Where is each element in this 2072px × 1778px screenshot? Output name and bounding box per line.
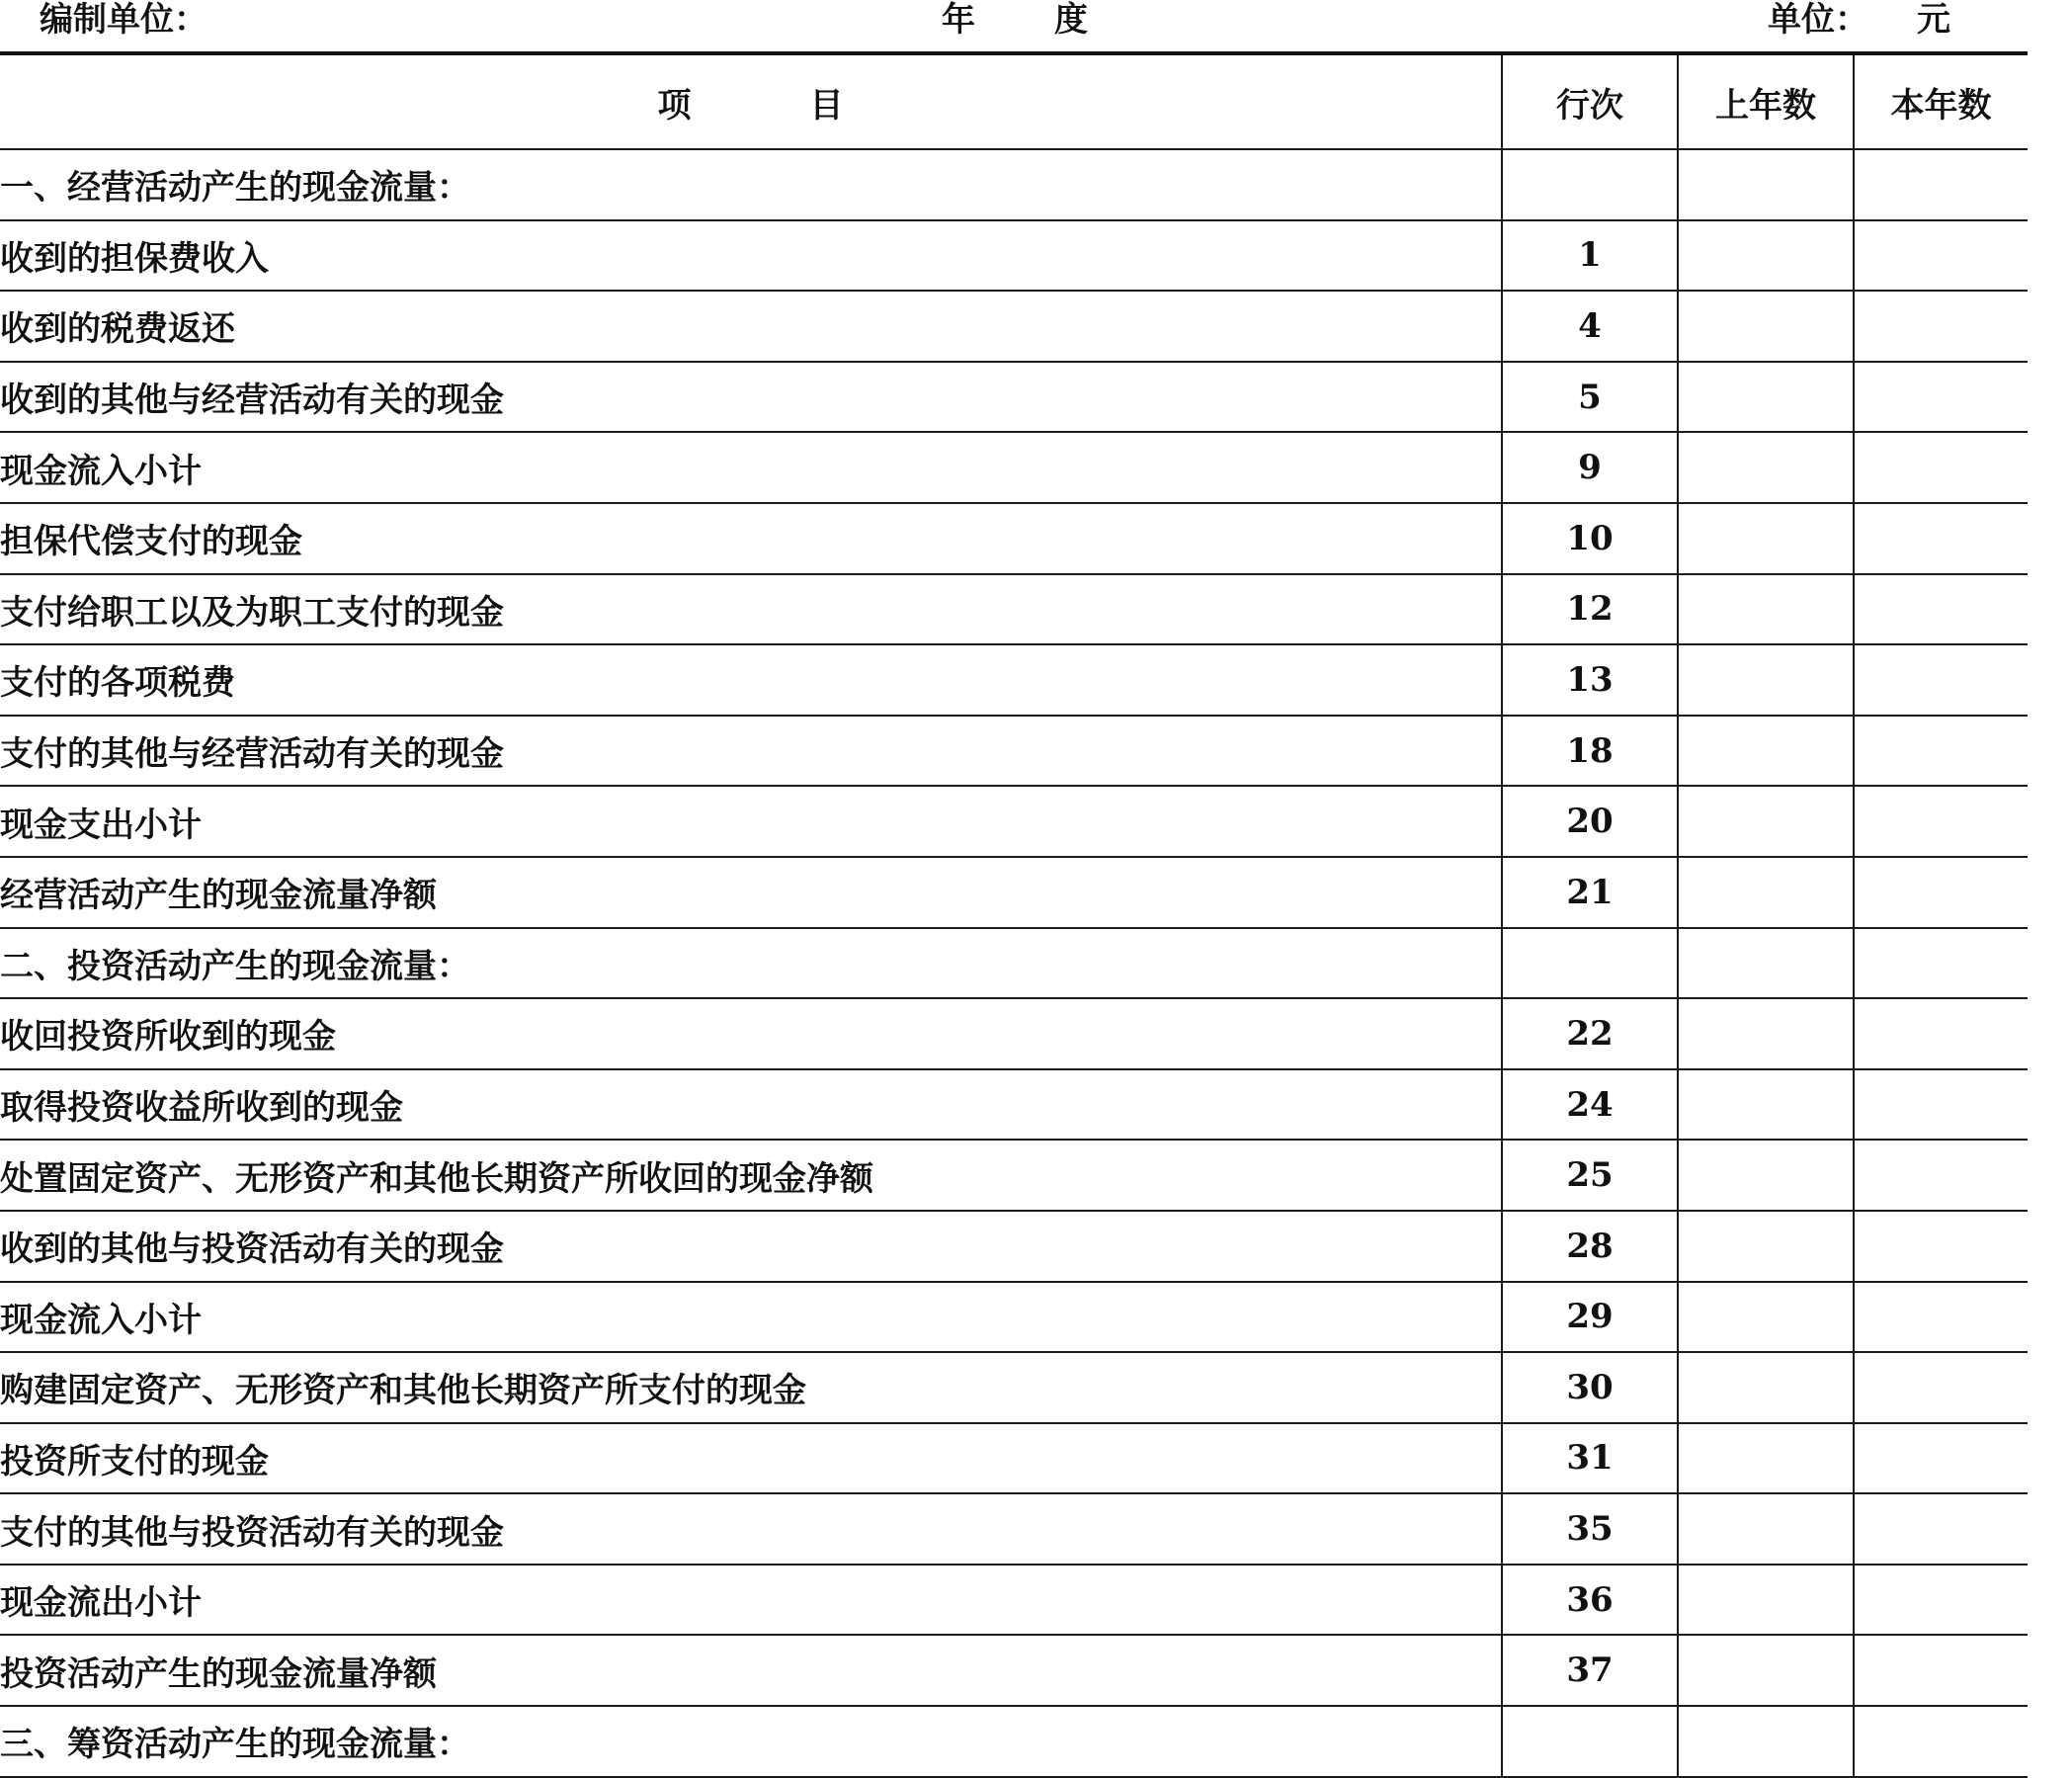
row-current-year-amount[interactable] xyxy=(1854,786,2028,857)
row-prior-year-amount[interactable] xyxy=(1678,1069,1854,1141)
row-item-label: 现金流入小计 xyxy=(0,1282,1502,1353)
table-row xyxy=(0,1282,2028,1353)
row-line-number: 21 xyxy=(1502,857,1678,928)
row-current-year-amount[interactable] xyxy=(1854,1140,2028,1211)
row-line-number: 18 xyxy=(1502,716,1678,787)
row-line-number: 36 xyxy=(1502,1565,1678,1636)
row-prior-year-amount[interactable] xyxy=(1678,928,1854,999)
row-prior-year-amount[interactable] xyxy=(1678,1352,1854,1423)
row-line-number: 22 xyxy=(1502,998,1678,1069)
row-prior-year-amount[interactable] xyxy=(1678,1423,1854,1494)
row-current-year-amount[interactable] xyxy=(1854,1352,2028,1423)
table-row xyxy=(0,1352,2028,1423)
row-line-number: 12 xyxy=(1502,574,1678,645)
row-item-label: 担保代偿支付的现金 xyxy=(0,503,1502,574)
table-row xyxy=(0,1706,2028,1777)
row-item-label: 投资所支付的现金 xyxy=(0,1423,1502,1494)
row-prior-year-amount[interactable] xyxy=(1678,1282,1854,1353)
row-prior-year-amount[interactable] xyxy=(1678,1635,1854,1706)
table-row xyxy=(0,362,2028,433)
row-item-label: 支付的其他与经营活动有关的现金 xyxy=(0,716,1502,787)
row-line-number: 4 xyxy=(1502,291,1678,362)
row-prior-year-amount[interactable] xyxy=(1678,291,1854,362)
column-header-item-right: 目 xyxy=(809,85,844,126)
row-item-label: 收到的税费返还 xyxy=(0,291,1502,362)
row-current-year-amount[interactable] xyxy=(1854,149,2028,220)
row-item-label: 现金流入小计 xyxy=(0,432,1502,503)
row-prior-year-amount[interactable] xyxy=(1678,716,1854,787)
table-row xyxy=(0,786,2028,857)
column-header-item-left: 项 xyxy=(657,85,692,126)
row-prior-year-amount[interactable] xyxy=(1678,1493,1854,1565)
table-row xyxy=(0,291,2028,362)
table-row xyxy=(0,1565,2028,1636)
row-item-label: 处置固定资产、无形资产和其他长期资产所收回的现金净额 xyxy=(0,1140,1502,1211)
table-header-row xyxy=(0,53,2028,149)
table-row xyxy=(0,149,2028,220)
row-item-label: 支付的各项税费 xyxy=(0,644,1502,716)
table-body xyxy=(0,149,2028,1777)
row-line-number xyxy=(1502,149,1678,220)
row-current-year-amount[interactable] xyxy=(1854,1211,2028,1282)
row-prior-year-amount[interactable] xyxy=(1678,644,1854,716)
table-row xyxy=(0,1493,2028,1565)
row-prior-year-amount[interactable] xyxy=(1678,1140,1854,1211)
row-item-label: 投资活动产生的现金流量净额 xyxy=(0,1635,1502,1706)
row-prior-year-amount[interactable] xyxy=(1678,432,1854,503)
row-line-number xyxy=(1502,1706,1678,1777)
table-row xyxy=(0,1211,2028,1282)
row-current-year-amount[interactable] xyxy=(1854,857,2028,928)
row-current-year-amount[interactable] xyxy=(1854,928,2028,999)
row-current-year-amount[interactable] xyxy=(1854,1423,2028,1494)
row-item-label: 一、经营活动产生的现金流量： xyxy=(0,149,1502,220)
row-current-year-amount[interactable] xyxy=(1854,362,2028,433)
row-line-number: 29 xyxy=(1502,1282,1678,1353)
row-prior-year-amount[interactable] xyxy=(1678,857,1854,928)
row-item-label: 收到的担保费收入 xyxy=(0,220,1502,292)
row-current-year-amount[interactable] xyxy=(1854,574,2028,645)
table-row xyxy=(0,503,2028,574)
cash-flow-table xyxy=(0,51,2028,1778)
row-line-number: 9 xyxy=(1502,432,1678,503)
table-row xyxy=(0,998,2028,1069)
table-row xyxy=(0,857,2028,928)
row-current-year-amount[interactable] xyxy=(1854,1282,2028,1353)
row-line-number: 30 xyxy=(1502,1352,1678,1423)
table-row xyxy=(0,1069,2028,1141)
table-row xyxy=(0,1140,2028,1211)
currency-unit-label: 单位： xyxy=(1768,0,1868,40)
row-item-label: 经营活动产生的现金流量净额 xyxy=(0,857,1502,928)
table-row xyxy=(0,1635,2028,1706)
row-item-label: 购建固定资产、无形资产和其他长期资产所支付的现金 xyxy=(0,1352,1502,1423)
table-row xyxy=(0,574,2028,645)
preparing-unit-label: 编制单位： xyxy=(40,0,207,40)
table-row xyxy=(0,432,2028,503)
row-current-year-amount[interactable] xyxy=(1854,716,2028,787)
row-current-year-amount[interactable] xyxy=(1854,1069,2028,1141)
column-header-line-no: 行次 xyxy=(1502,53,1678,149)
fiscal-year-label xyxy=(942,0,1088,40)
row-prior-year-amount[interactable] xyxy=(1678,503,1854,574)
table-row xyxy=(0,644,2028,716)
fiscal-year-left: 年 xyxy=(942,0,975,40)
row-prior-year-amount[interactable] xyxy=(1678,574,1854,645)
row-line-number: 37 xyxy=(1502,1635,1678,1706)
row-item-label: 收到的其他与经营活动有关的现金 xyxy=(0,362,1502,433)
table-row xyxy=(0,716,2028,787)
row-item-label: 收回投资所收到的现金 xyxy=(0,998,1502,1069)
row-current-year-amount[interactable] xyxy=(1854,220,2028,292)
currency-unit-value: 元 xyxy=(1917,0,1950,40)
table-row xyxy=(0,928,2028,999)
row-prior-year-amount[interactable] xyxy=(1678,220,1854,292)
table-row xyxy=(0,220,2028,292)
row-prior-year-amount[interactable] xyxy=(1678,1706,1854,1777)
row-current-year-amount[interactable] xyxy=(1854,1493,2028,1565)
column-header-item xyxy=(0,53,1502,149)
row-line-number xyxy=(1502,928,1678,999)
row-line-number: 20 xyxy=(1502,786,1678,857)
row-prior-year-amount[interactable] xyxy=(1678,998,1854,1069)
column-header-current-year: 本年数 xyxy=(1854,53,2028,149)
row-line-number: 25 xyxy=(1502,1140,1678,1211)
row-prior-year-amount[interactable] xyxy=(1678,1211,1854,1282)
fiscal-year-right: 度 xyxy=(1054,0,1088,40)
row-item-label: 支付给职工以及为职工支付的现金 xyxy=(0,574,1502,645)
row-item-label: 取得投资收益所收到的现金 xyxy=(0,1069,1502,1141)
column-header-prior-year: 上年数 xyxy=(1678,53,1854,149)
row-current-year-amount[interactable] xyxy=(1854,1565,2028,1636)
row-current-year-amount[interactable] xyxy=(1854,1706,2028,1777)
row-item-label: 支付的其他与投资活动有关的现金 xyxy=(0,1493,1502,1565)
row-item-label: 收到的其他与投资活动有关的现金 xyxy=(0,1211,1502,1282)
row-current-year-amount[interactable] xyxy=(1854,503,2028,574)
row-item-label: 现金支出小计 xyxy=(0,786,1502,857)
row-prior-year-amount[interactable] xyxy=(1678,362,1854,433)
row-item-label: 二、投资活动产生的现金流量： xyxy=(0,928,1502,999)
table-row xyxy=(0,1423,2028,1494)
row-item-label: 现金流出小计 xyxy=(0,1565,1502,1636)
row-item-label: 三、筹资活动产生的现金流量： xyxy=(0,1706,1502,1777)
row-current-year-amount[interactable] xyxy=(1854,644,2028,716)
row-prior-year-amount[interactable] xyxy=(1678,149,1854,220)
row-current-year-amount[interactable] xyxy=(1854,1635,2028,1706)
row-line-number: 1 xyxy=(1502,220,1678,292)
row-line-number: 13 xyxy=(1502,644,1678,716)
row-line-number: 35 xyxy=(1502,1493,1678,1565)
row-line-number: 24 xyxy=(1502,1069,1678,1141)
row-current-year-amount[interactable] xyxy=(1854,998,2028,1069)
row-current-year-amount[interactable] xyxy=(1854,291,2028,362)
row-line-number: 31 xyxy=(1502,1423,1678,1494)
row-prior-year-amount[interactable] xyxy=(1678,786,1854,857)
row-prior-year-amount[interactable] xyxy=(1678,1565,1854,1636)
row-line-number: 5 xyxy=(1502,362,1678,433)
row-line-number: 28 xyxy=(1502,1211,1678,1282)
row-line-number: 10 xyxy=(1502,503,1678,574)
statement-header xyxy=(0,0,2028,51)
row-current-year-amount[interactable] xyxy=(1854,432,2028,503)
